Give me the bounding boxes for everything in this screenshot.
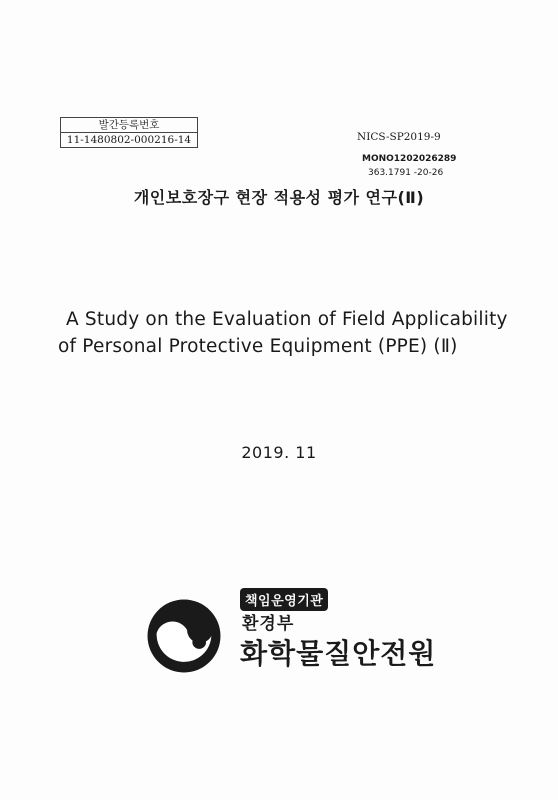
taegeuk-emblem-icon [146, 598, 222, 674]
library-class-number: 363.1791 -20-26 [368, 168, 444, 178]
registration-label: 발간등록번호 [98, 119, 160, 131]
registration-number: 11-1480802-000216-14 [61, 132, 197, 147]
publication-date: 2019. 11 [241, 443, 317, 462]
english-title [58, 306, 508, 360]
english-title-line-1: A Study on the Evaluation of Field Applicability [66, 309, 508, 330]
ministry-name: 환경부 [242, 614, 295, 634]
report-code: NICS-SP2019-9 [357, 131, 441, 143]
english-title-line-2: of Personal Protective Equipment (PPE) (Ⅱ) [58, 336, 458, 357]
library-mono-id: MONO1202026289 [362, 154, 457, 164]
institute-name: 화학물질안전원 [240, 637, 437, 670]
operator-badge: 책임운영기관 [240, 588, 328, 611]
korean-title: 개인보호장구 현장 적용성 평가 연구(Ⅱ) [133, 188, 425, 207]
registration-box [60, 117, 198, 148]
